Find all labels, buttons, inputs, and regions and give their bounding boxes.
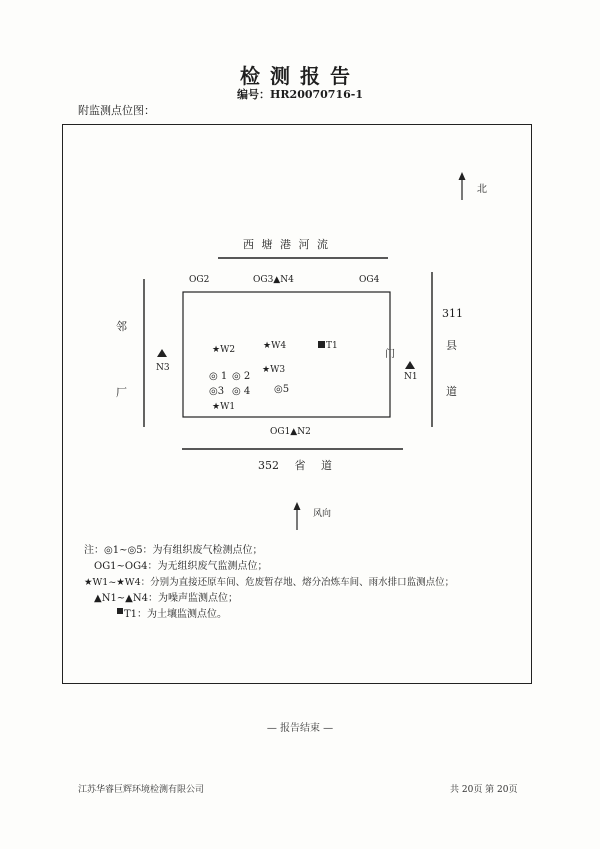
note-line-1: 注：◎1~◎5：为有组织废气检测点位；	[84, 545, 263, 556]
note-line-2: OG1~OG4：为无组织废气监测点位；	[94, 561, 268, 572]
river-label: 西 塘 港 河 流	[243, 238, 330, 251]
wind-label: 风向	[313, 509, 332, 519]
noise-point-n1-icon	[405, 361, 415, 369]
point-og3-n4: OG3▲N4	[253, 275, 294, 285]
east-road-number: 311	[442, 307, 463, 320]
point-n1: N1	[404, 372, 418, 382]
west-neighbor-char-2: 厂	[116, 386, 127, 399]
point-p2: ◎ 2	[232, 371, 251, 382]
east-road-char-2: 道	[446, 385, 457, 398]
point-p3: ◎3	[209, 386, 225, 397]
footer-page-number: 共 20页 第 20页	[450, 785, 518, 795]
north-arrow-icon	[459, 172, 466, 200]
soil-legend-icon	[116, 607, 124, 615]
point-og1-n2: OG1▲N2	[270, 427, 311, 437]
point-w1: ★W1	[212, 402, 236, 412]
point-w3: ★W3	[262, 365, 286, 375]
report-title: 检测报告	[240, 64, 360, 88]
note-line-3: ★W1~★W4：分别为直接还原车间、危废暂存地、熔分冶炼车间、雨水排口监测点位；	[84, 577, 455, 588]
east-road-char-1: 县	[446, 339, 457, 352]
gate-label: 门	[385, 349, 395, 360]
point-p4: ◎ 4	[232, 386, 251, 397]
note-line-5: T1：为土壤监测点位。	[124, 609, 228, 620]
report-end-text: — 报告结束 —	[266, 723, 334, 734]
note-line-4: ▲N1~▲N4：为噪声监测点位；	[94, 593, 238, 604]
wind-arrow-icon	[294, 502, 301, 530]
north-label: 北	[477, 184, 487, 195]
footer-company: 江苏华睿巨辉环境检测有限公司	[78, 785, 205, 795]
point-w2: ★W2	[212, 345, 236, 355]
report-number: 编号：HR20070716-1	[237, 88, 363, 101]
point-n3: N3	[156, 363, 170, 373]
point-t1: T1	[326, 341, 338, 351]
point-og2: OG2	[189, 275, 210, 285]
noise-point-n3-icon	[157, 349, 167, 357]
soil-point-t1-icon	[318, 341, 325, 348]
point-og4: OG4	[359, 275, 380, 285]
point-p1: ◎ 1	[209, 371, 228, 382]
point-w4: ★W4	[263, 341, 287, 351]
attachment-label: 附监测点位图：	[78, 104, 155, 117]
south-road-label: 352 省 道	[258, 459, 332, 472]
west-neighbor-char-1: 邻	[116, 320, 127, 333]
point-p5: ◎5	[274, 384, 290, 395]
